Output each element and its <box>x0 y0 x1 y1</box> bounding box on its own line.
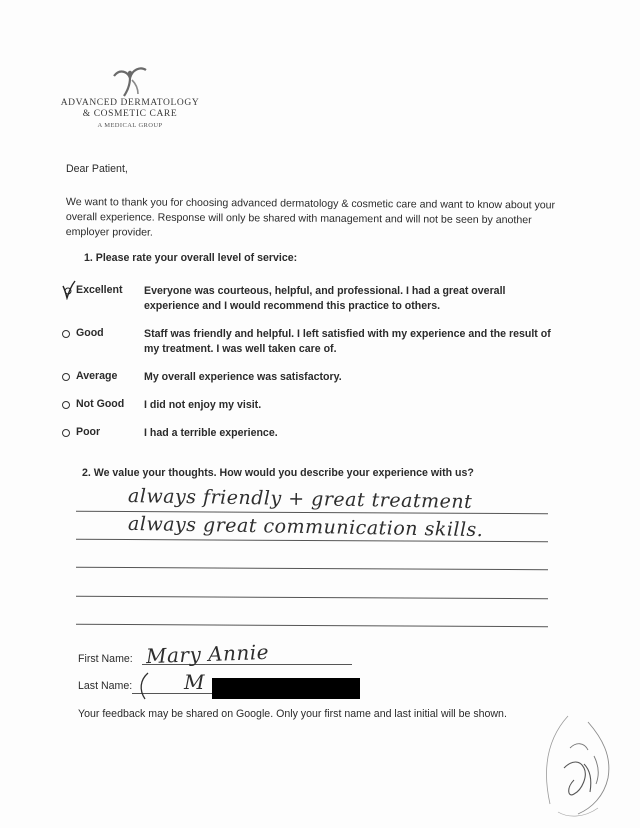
question-2: 2. We value your thoughts. How would you describe your experience with us? <box>82 467 474 479</box>
greeting: Dear Patient, <box>66 163 128 175</box>
first-name-label: First Name: <box>78 653 133 665</box>
radio-circle-icon[interactable] <box>62 429 70 437</box>
signature-scribble <box>528 708 632 824</box>
option-description: Staff was friendly and helpful. I left satisfied with my experience and the result of my treatment. I was well taken care of. <box>144 328 551 355</box>
option-label: Poor <box>76 426 101 438</box>
option-label: Not Good <box>76 398 125 410</box>
first-name-value: Mary Annie <box>145 639 270 669</box>
logo-text-line3: A MEDICAL GROUP <box>97 122 163 129</box>
option-label: Average <box>76 370 118 382</box>
logo-figure-icon <box>108 64 152 98</box>
option-description: I had a terrible experience. <box>144 427 278 439</box>
handwritten-check-icon <box>62 280 76 300</box>
option-label: Good <box>76 327 104 339</box>
last-name-value: M <box>184 670 205 694</box>
logo-text-line1: ADVANCED DERMATOLOGY <box>60 98 200 108</box>
redaction-bar <box>212 678 360 699</box>
answer-rule <box>76 624 548 627</box>
answer-rule <box>76 567 548 570</box>
option-description: I did not enjoy my visit. <box>144 399 262 411</box>
handwritten-answer-line2: always great communication skills. <box>127 512 484 542</box>
intro-paragraph: We want to thank you for choosing advanced dermatology & cosmetic care and want to know about your overall experience. Response will only be shared with management and will not be seen by another employer provider. <box>65 195 556 239</box>
handwritten-answer-line1: always friendly + great treatment <box>127 484 473 514</box>
question-1: 1. Please rate your overall level of service: <box>84 252 298 264</box>
handwritten-paren-icon <box>136 672 150 700</box>
logo-text-line2: & COSMETIC CARE <box>82 109 178 119</box>
practice-logo <box>60 64 200 129</box>
last-name-label: Last Name: <box>78 680 133 692</box>
footer-note: Your feedback may be shared on Google. Only your first name and last initial will be shown. <box>78 708 507 720</box>
option-label: Excellent <box>76 284 123 296</box>
radio-circle-icon[interactable] <box>62 373 70 381</box>
option-description: My overall experience was satisfactory. <box>144 371 342 383</box>
answer-rule <box>76 596 548 599</box>
option-description: Everyone was courteous, helpful, and professional. I had a great overall experience and I would recommend this practice to others. <box>144 285 506 312</box>
radio-circle-icon[interactable] <box>62 330 70 338</box>
radio-circle-icon[interactable] <box>62 401 70 409</box>
